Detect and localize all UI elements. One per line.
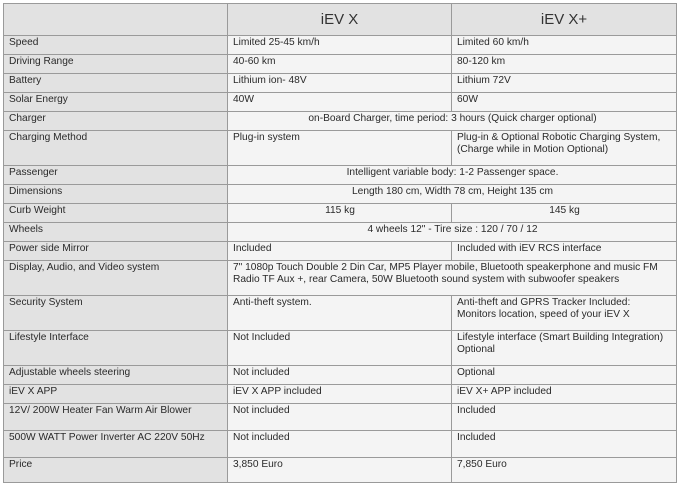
row-label: Wheels [4,223,228,242]
row-label: Curb Weight [4,204,228,223]
row-label: Security System [4,296,228,331]
table-row-passenger [4,166,677,185]
table-row-speed [4,36,677,55]
table-row-power-inverter [4,431,677,458]
shared-value: on-Board Charger, time period: 3 hours (Quick charger optional) [228,112,677,131]
header-row [4,4,677,36]
row-label: Lifestyle Interface [4,331,228,366]
iev-x-value: 40W [228,93,452,112]
iev-x-value: Limited 25-45 km/h [228,36,452,55]
iev-x-value: Not Included [228,331,452,366]
table-row-driving-range [4,55,677,74]
iev-xplus-value: Included with iEV RCS interface [452,242,677,261]
header-iev-xplus: iEV X+ [452,4,677,36]
table-row-curb-weight [4,204,677,223]
header-feature [4,4,228,36]
shared-value: Intelligent variable body: 1-2 Passenger space. [228,166,677,185]
iev-xplus-value: Plug-in & Optional Robotic Charging System, (Charge while in Motion Optional) [452,131,677,166]
row-label: Price [4,458,228,483]
table-row-heater-fan [4,404,677,431]
row-label: 500W WATT Power Inverter AC 220V 50Hz [4,431,228,458]
row-label: Passenger [4,166,228,185]
table-row-charging-method [4,131,677,166]
iev-x-value: Included [228,242,452,261]
row-label: iEV X APP [4,385,228,404]
comparison-table [3,3,677,483]
row-label: 12V/ 200W Heater Fan Warm Air Blower [4,404,228,431]
iev-xplus-value: iEV X+ APP included [452,385,677,404]
iev-x-value: iEV X APP included [228,385,452,404]
iev-xplus-value: Anti-theft and GPRS Tracker Included: Monitors location, speed of your iEV X [452,296,677,331]
table-row-battery [4,74,677,93]
iev-xplus-value: 7,850 Euro [452,458,677,483]
iev-xplus-value: Lifestyle interface (Smart Building Integration) Optional [452,331,677,366]
row-label: Charging Method [4,131,228,166]
iev-x-value: Anti-theft system. [228,296,452,331]
shared-value: 7" 1080p Touch Double 2 Din Car, MP5 Player mobile, Bluetooth speakerphone and music FM Radio TF Aux +, rear Camera, 50W Bluetooth sound system with subwoofer speakers [228,261,677,296]
table-row-price [4,458,677,483]
table-row-solar-energy [4,93,677,112]
iev-x-value: Not included [228,431,452,458]
table-row-power-side-mirror [4,242,677,261]
iev-x-value: 115 kg [228,204,452,223]
iev-xplus-value: Included [452,404,677,431]
table-row-wheels [4,223,677,242]
iev-xplus-value: 60W [452,93,677,112]
comparison-table-container [3,3,677,483]
table-row-security-system [4,296,677,331]
iev-x-value: 40-60 km [228,55,452,74]
iev-x-value: 3,850 Euro [228,458,452,483]
row-label: Charger [4,112,228,131]
table-row-dimensions [4,185,677,204]
header-iev-x: iEV X [228,4,452,36]
row-label: Power side Mirror [4,242,228,261]
iev-xplus-value: 145 kg [452,204,677,223]
table-row-lifestyle-interface [4,331,677,366]
table-row-display-audio-video [4,261,677,296]
iev-xplus-value: Included [452,431,677,458]
table-row-charger [4,112,677,131]
table-row-adjustable-wheels [4,366,677,385]
iev-xplus-value: Lithium 72V [452,74,677,93]
row-label: Driving Range [4,55,228,74]
iev-x-value: Not included [228,404,452,431]
row-label: Battery [4,74,228,93]
row-label: Dimensions [4,185,228,204]
row-label: Speed [4,36,228,55]
shared-value: 4 wheels 12" - Tire size : 120 / 70 / 12 [228,223,677,242]
table-row-app [4,385,677,404]
iev-xplus-value: Limited 60 km/h [452,36,677,55]
iev-x-value: Plug-in system [228,131,452,166]
iev-x-value: Lithium ion- 48V [228,74,452,93]
shared-value: Length 180 cm, Width 78 cm, Height 135 cm [228,185,677,204]
row-label: Display, Audio, and Video system [4,261,228,296]
iev-x-value: Not included [228,366,452,385]
iev-xplus-value: 80-120 km [452,55,677,74]
iev-xplus-value: Optional [452,366,677,385]
row-label: Solar Energy [4,93,228,112]
row-label: Adjustable wheels steering [4,366,228,385]
